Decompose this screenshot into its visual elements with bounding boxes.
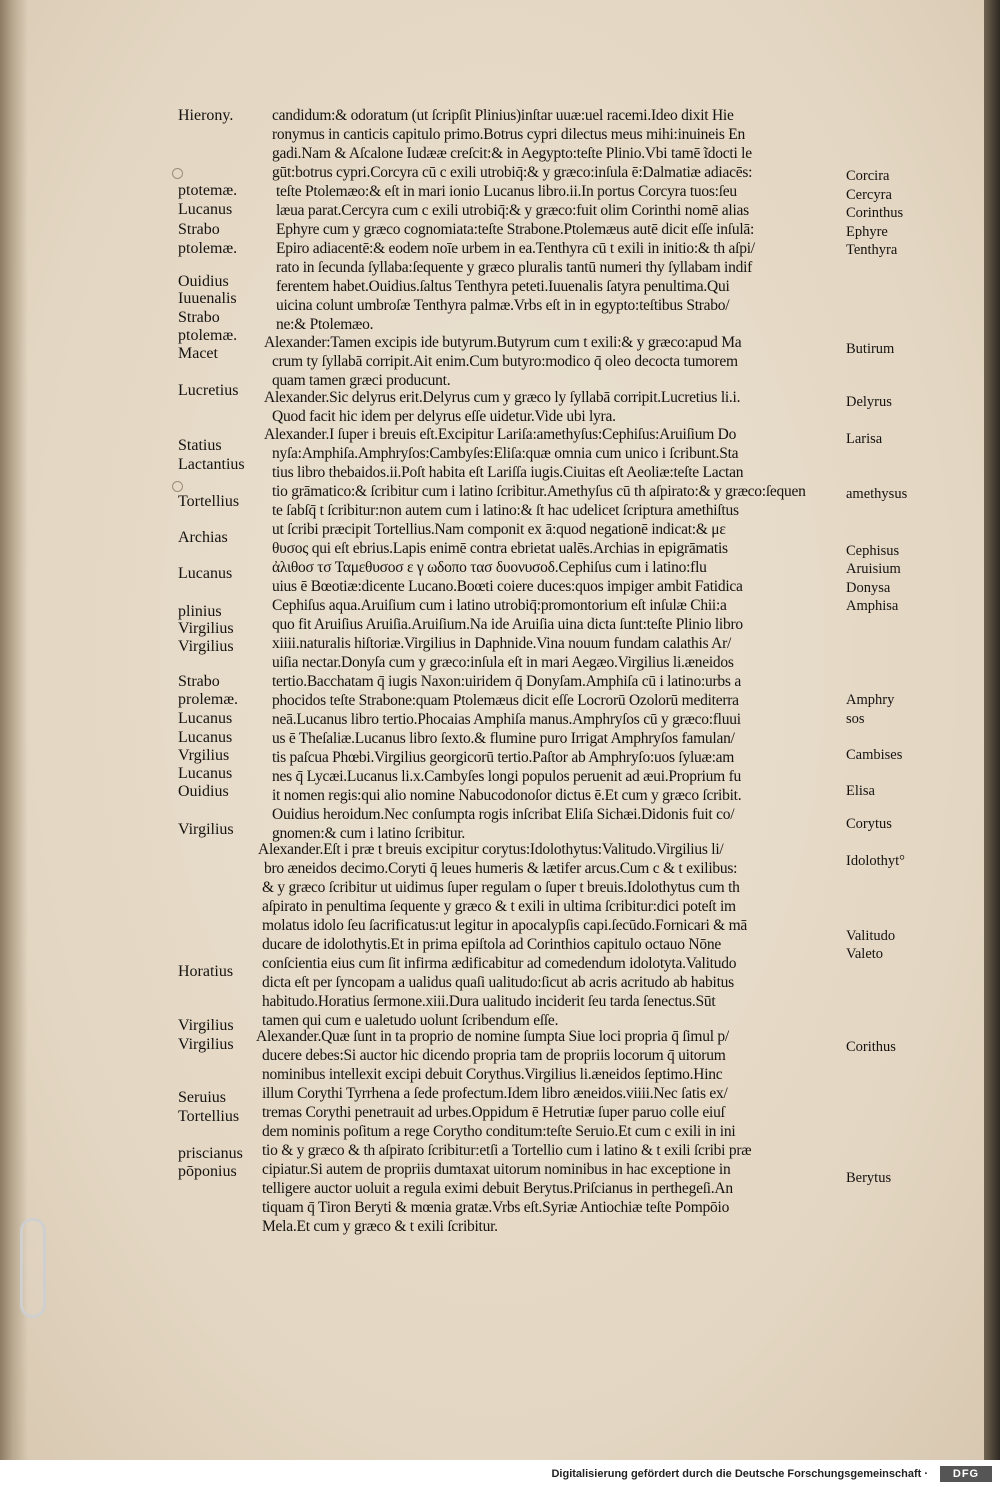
margin-note-left: Horatius — [178, 963, 234, 980]
text-line: Epiro adiacentē:& eodem noīe urbem in ea.Tenthyra cū t exili in initio:& th aſpi/ — [276, 240, 755, 257]
margin-note-left: Ouidius — [178, 273, 229, 290]
text-line: phocidos teſte Strabone:quam Ptolemæus dicit eſſe Locrorū Ozolorū mediterra — [272, 692, 739, 709]
text-line: Alexander.Quæ ſunt in ta proprio de nomine ſumpta Siue loci propria q̄ ſimul p/ — [256, 1028, 729, 1045]
margin-note-right: Valitudo — [846, 928, 896, 944]
margin-note-left: Virgilius — [178, 1017, 234, 1034]
text-line: gnomen:& cum i latino ſcribitur. — [272, 825, 466, 842]
text-line: Alexander.I ſuper i breuis eſt.Excipitur Lariſa:amethyſus:Cephiſus:Aruiſium Do — [264, 426, 737, 443]
text-line: rato in ſecunda ſyllaba:ſequente y græco pluralis tantū numeri thy ſyllabam indif — [276, 259, 753, 276]
text-line: tio & y græco & th aſpirato ſcribitur:etſi a Tortellio cum i latino & t exili ſcribi præ — [262, 1142, 752, 1159]
book-edge — [984, 0, 1000, 1487]
margin-note-left: Lucretius — [178, 382, 239, 399]
text-line: Cephiſus aqua.Aruiſium cum i latino utrobiq̄:promontorium eſt inſulæ Chii:a — [272, 597, 727, 614]
margin-note-left: Lucanus — [178, 765, 233, 782]
text-line: ne:& Ptolemæo. — [276, 316, 374, 333]
text-line: ducare de idolothytis.Et in prima epiſtola ad Corinthios capitulo octauo Nōne — [262, 936, 721, 953]
margin-note-left: Strabo — [178, 673, 220, 690]
margin-note-right: Corcira — [846, 168, 890, 184]
margin-note-right: Delyrus — [846, 394, 892, 410]
text-line: xiiii.naturalis hiſtoriæ.Virgilius in Daphnide.Vina nouum fundam calathis Ar/ — [272, 635, 732, 652]
margin-note-left: priscianus — [178, 1145, 243, 1162]
text-line: aſpirato in penultima ſequente y græco & t exili in ultima ſcribitur:dici poteſt im — [262, 898, 736, 915]
text-line: habitudo.Horatius ſermone.xiii.Dura ualitudo inciderit ſeu tarda ſenectus.Sūt — [262, 993, 716, 1010]
text-line: tremas Corythi penetrauit ad urbes.Oppidum ē Hetrutiæ ſuper paruo colle eiuſ — [262, 1104, 725, 1121]
margin-note-left: Virgilius — [178, 1036, 234, 1053]
margin-note-left: Tortellius — [178, 493, 240, 510]
text-line: Ephyre cum y græco cognomiata:teſte Strabone.Ptolemæus autē dicit eſſe inſulā: — [276, 221, 755, 238]
text-line: neā.Lucanus libro tertio.Phocaias Amphiſa manus.Amphryſos cū y græco:fluui — [272, 711, 741, 728]
text-line: ducere debes:Si auctor hic dicendo propria tam de propriis locorum q̄ uitorum — [262, 1047, 726, 1064]
margin-note-left: Lactantius — [178, 456, 245, 473]
text-line: telligere auctor uoluit a regula eximi debuit Berytus.Priſcianus in perthegeſi.An — [262, 1180, 733, 1197]
margin-note-left: Archias — [178, 529, 228, 546]
text-line: Ouidius heroidum.Nec conſumpta rogis inſcribat Eliſa Sichæi.Didonis fuit co/ — [272, 806, 735, 823]
margin-note-right: Amphisa — [846, 598, 899, 614]
footer-credit: Digitalisierung gefördert durch die Deutsche Forschungsgemeinschaft · — [551, 1468, 928, 1480]
text-line: Alexander:Tamen excipis ide butyrum.Butyrum cum t exili:& y græco:apud Ma — [264, 334, 742, 351]
margin-note-right: Corithus — [846, 1039, 896, 1055]
text-line: tiquam q̄ Tiron Beryti & mœnia gratæ.Vrbs eſt.Syriæ Antiochiæ teſte Pompōio — [262, 1199, 730, 1216]
margin-note-right: Larisa — [846, 431, 883, 447]
text-line: tio grāmatico:& ſcribitur cum i latino ſcribitur.Amethyſus cū th aſpirato:& y græco:ſequen — [272, 483, 806, 500]
margin-note-left: Strabo — [178, 221, 220, 238]
margin-note-left: pōponius — [178, 1163, 237, 1180]
margin-note-right: Idolothyt° — [846, 853, 905, 869]
text-line: te ſabſq̄ t ſcribitur:non autem cum i latino:& ſt hac udelicet ſcriptura amethiſtus — [272, 502, 739, 519]
text-line: dicta eſt per ſyncopam a ualidus quaſi ualitudo:ſicut ab acris acritudo ab habitus — [262, 974, 734, 991]
margin-note-left: Lucanus — [178, 710, 233, 727]
margin-note-right: Donysa — [846, 580, 891, 596]
margin-note-left: Virgilius — [178, 638, 234, 655]
text-line: candidum:& odoratum (ut ſcripſit Plinius)inſtar uuæ:uel racemi.Ideo dixit Hie — [272, 107, 734, 124]
margin-note-left: Tortellius — [178, 1108, 240, 1125]
margin-note-right: Aruisium — [846, 561, 901, 577]
margin-note-left: Seruius — [178, 1089, 226, 1106]
margin-note-right: Valeto — [846, 946, 884, 962]
text-line: cipiatur.Si autem de propriis dumtaxat uitorum nominibus in hac exceptione in — [262, 1161, 731, 1178]
margin-note-left: Lucanus — [178, 565, 233, 582]
margin-note-left: Virgilius — [178, 821, 234, 838]
margin-note-right: Cercyra — [846, 187, 892, 203]
text-line: Alexander.Sic delyrus erit.Delyrus cum y græco ly ſyllabā corripit.Lucretius li.i. — [264, 389, 741, 406]
text-line: us ē Theſaliæ.Lucanus libro ſexto.& flumine puro Irrigat Amphryſos famulan/ — [272, 730, 735, 747]
text-line: læua parat.Cercyra cum c exili utrobiq̄:& y græco:fuit olim Corinthi nomē alias — [276, 202, 749, 219]
margin-note-right: Butirum — [846, 341, 895, 357]
margin-note-right: Elisa — [846, 783, 875, 799]
text-line: ronymus in canticis capitulo primo.Botrus cypri dilectus meus mihi:inuineis En — [272, 126, 745, 143]
margin-note-left: Strabo — [178, 309, 220, 326]
margin-note-left: Ouidius — [178, 783, 229, 800]
text-line: dem nominis poſitum a rege Corytho conditum:teſte Seruio.Et cum c exili in ini — [262, 1123, 736, 1140]
text-line: illum Corythi Tyrrhena a ſede profectum.Idem libro æneidos.viiii.Nec ſatis ex/ — [262, 1085, 728, 1102]
text-line: uiſia nectar.Donyſa cum y græco:inſula eſt in mari Aegæo.Virgilius li.æneidos — [272, 654, 734, 671]
text-line: it nomen regis:qui alio nomine Nabucodonoſor dictus ē.Et cum y græco ſcribit. — [272, 787, 742, 804]
margin-note-right: Ephyre — [846, 224, 888, 240]
margin-note-right: Cambises — [846, 747, 903, 763]
text-line: tis paſcua Phœbi.Virgilius georgicorū tertio.Paſtor ab Amphryſo:uos ſyluæ:am — [272, 749, 735, 766]
text-line: ut ſcribi præcipit Tortellius.Nam componit ex ā:quod negationē indicat:& με — [272, 521, 726, 538]
margin-note-left: Vrgilius — [178, 747, 230, 764]
margin-note-left: Virgilius — [178, 620, 234, 637]
text-line: crum ty ſyllabā corripit.Ait enim.Cum butyro:modico q̄ oleo decocta tumorem — [272, 353, 738, 370]
text-line: gadi.Nam & Aſcalone Iudææ creſcit:& in Aegypto:teſte Plinio.Vbi tamē ĩdocti le — [272, 145, 752, 162]
margin-note-right: amethysus — [846, 486, 908, 502]
text-line: nominibus intellexit excipi debuit Corythus.Virgilius li.æneidos ſeptimo.Hinc — [262, 1066, 723, 1083]
text-line: uicina colunt umbroſæ Tenthyra palmæ.Vrbs eſt in in egypto:teſtibus Strabo/ — [276, 297, 730, 314]
text-line: ferentem habet.Ouidius.ſaltus Tenthyra peteti.Iuuenalis ſatyra penultima.Qui — [276, 278, 730, 295]
text-line: gūt:botrus cypri.Corcyra cū c exili utrobiq̄:& y græco:inſula ē:Dalmatiæ adiacēs: — [272, 164, 753, 181]
text-line: tius libro thebaidos.ii.Poſt habita eſt Lariſſa iugis.Ciuitas eſt Aeoliæ:teſte Lactan — [272, 464, 744, 481]
margin-note-left: Iuuenalis — [178, 290, 237, 307]
text-line: quo fit Aruiſius Aruiſia.Aruiſium.Na ide Aruiſia uina dicta ſunt:teſte Plinio libro — [272, 616, 743, 633]
margin-note-left: Lucanus — [178, 729, 233, 746]
margin-note-left: Macet — [178, 345, 218, 362]
margin-note-right: Amphry — [846, 692, 895, 708]
page-clip — [20, 1218, 46, 1318]
text-line: bro æneidos decimo.Coryti q̄ leues humeris & lætifer arcus.Cum c & t exilibus: — [264, 860, 738, 877]
text-line: Alexander.Eſt i præ t breuis excipitur corytus:Idolothytus:Valitudo.Virgilius li/ — [258, 841, 724, 858]
margin-note-right: Corytus — [846, 816, 892, 832]
right-margin-notes — [846, 0, 956, 1400]
margin-note-left: ptolemæ. — [178, 327, 238, 344]
text-line: molatus idolo ſeu ſacrificatus:ut legitur in apocalypſis capi.ſecūdo.Fornicari & mā — [262, 917, 748, 934]
text-line: θυσος qui eſt ebrius.Lapis enimē contra ebrietat ualēs.Archias in epigrāmatis — [272, 540, 728, 557]
text-line: & y græco ſcribitur ut uidimus ſuper regulam o ſuper t breuis.Idolothytus cum th — [262, 879, 740, 896]
margin-note-left: ptolemæ. — [178, 240, 238, 257]
margin-note-right: sos — [846, 711, 865, 727]
margin-note-right: Tenthyra — [846, 242, 898, 258]
text-line: nyſa:Amphiſa.Amphryſos:Cambyſes:Eliſa:quæ omnia cum unico i ſcribunt.Sta — [272, 445, 739, 462]
margin-note-left: Statius — [178, 437, 222, 454]
margin-note-left: Hierony. — [178, 107, 234, 124]
text-line: Mela.Et cum y græco & t exili ſcribitur. — [262, 1218, 498, 1235]
margin-note-left: Lucanus — [178, 201, 233, 218]
margin-note-left: ptotemæ. — [178, 182, 238, 199]
margin-note-right: Corinthus — [846, 205, 904, 221]
margin-note-right: Berytus — [846, 1170, 892, 1186]
text-line: tertio.Bacchatam q̄ iugis Naxon:uiridem q̄ Donyſam.Amphiſa cū i latino:urbs a — [272, 673, 741, 690]
text-line: quam tamen græci producunt. — [272, 372, 451, 389]
dfg-logo: DFG — [940, 1466, 992, 1482]
text-line: tamen qui cum e ualetudo uolunt ſcribendum eſſe. — [262, 1012, 559, 1029]
text-line: uius ē Bœotiæ:dicente Lucano.Boœti coiere duces:quos impiger ambit Fatidica — [272, 578, 743, 595]
margin-note-left: prolemæ. — [178, 691, 238, 708]
text-line: ἀλιθοσ τσ Ταμεθυσοσ ε γ ωδοπο τασ δυονυσοδ.Cephiſus cum i latino:flu — [272, 559, 707, 576]
text-line: teſte Ptolemæo:& eſt in mari ionio Lucanus libro.ii.In portus Corcyra tuos:ſeu — [276, 183, 737, 200]
margin-note-right: Cephisus — [846, 543, 900, 559]
text-line: conſcientia eius cum ſit infirma ædificabitur ad comedendum idolotyta.Valitudo — [262, 955, 737, 972]
text-line: Quod facit hic idem per delyrus eſſe uidetur.Vide ubi lyra. — [272, 408, 616, 425]
text-line: nes q̄ Lycæi.Lucanus li.x.Cambyſes longi populos peruenit ad æui.Proprium fu — [272, 768, 742, 785]
margin-note-left: plinius — [178, 603, 222, 620]
